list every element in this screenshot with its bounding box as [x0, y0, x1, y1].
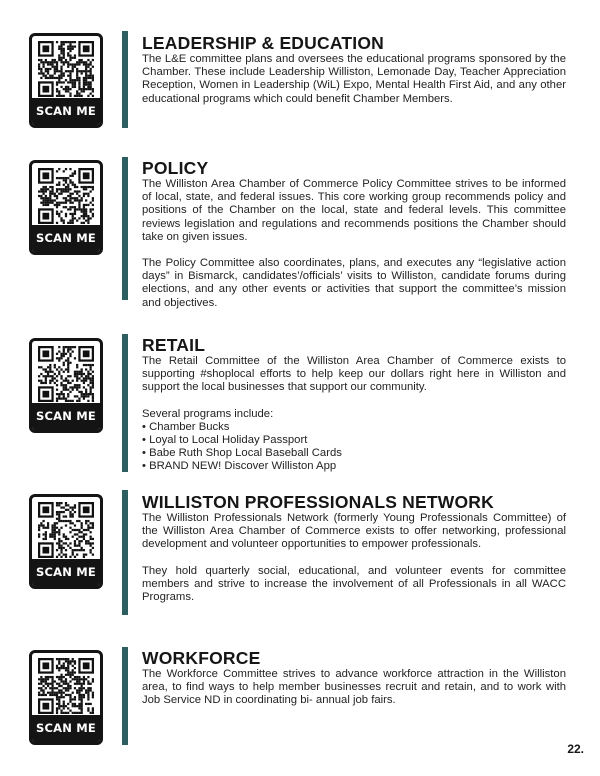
qr-code-icon	[38, 168, 94, 224]
accent-bar	[122, 157, 128, 300]
list-item: • BRAND NEW! Discover Williston App	[142, 460, 337, 473]
scan-me-label: SCAN ME	[32, 225, 100, 252]
section-title: WORKFORCE	[142, 648, 261, 668]
qr-code-retail[interactable]	[29, 338, 103, 433]
qr-code-leadership-education[interactable]	[29, 33, 103, 128]
qr-code-icon	[38, 346, 94, 402]
section-paragraph: The Policy Committee also coordinates, plans, and executes any “legislative action days” in Bismarck, candidates’/officials’ visits to Williston, candidate forums during elections, and any other events or activities that support the committee’s mission and objectives.	[142, 257, 566, 309]
qr-code-icon	[38, 658, 94, 714]
scan-me-label: SCAN ME	[32, 559, 100, 586]
section-paragraph: The Williston Area Chamber of Commerce Policy Committee strives to be informed of local, state, and federal issues. This core working group recommends policy and positions of the Chamber on the local, state and federal levels. This committee reviews legislation and regulations and recommends positions the Chamber should take on given issues.	[142, 178, 566, 243]
section-paragraph: The Williston Professionals Network (formerly Young Professionals Committee) of the Williston Area Chamber of Commerce exists to offer networking, professional development and volunteer opportunities to empower professionals.	[142, 512, 566, 551]
program-list	[142, 421, 566, 474]
list-item: • Loyal to Local Holiday Passport	[142, 434, 308, 447]
scan-me-label: SCAN ME	[32, 715, 100, 742]
section-paragraph: The L&E committee plans and oversees the educational programs sponsored by the Chamber. These include Leadership Williston, Lemonade Day, Teacher Appreciation Reception, Women in Leadership (WiL) Expo, Mental Health First Aid, and any other educational programs which could benefit Chamber Members.	[142, 53, 566, 105]
accent-bar	[122, 31, 128, 128]
section-title: LEADERSHIP & EDUCATION	[142, 33, 384, 53]
accent-bar	[122, 490, 128, 615]
list-item: • Babe Ruth Shop Local Baseball Cards	[142, 447, 342, 460]
section-title: POLICY	[142, 158, 209, 178]
page-number: 22.	[567, 742, 584, 756]
section-title: WILLISTON PROFESSIONALS NETWORK	[142, 492, 494, 512]
qr-code-icon	[38, 41, 94, 97]
qr-code-workforce[interactable]	[29, 650, 103, 745]
qr-code-icon	[38, 502, 94, 558]
section-paragraph: They hold quarterly social, educational, and volunteer events for committee members and strive to increase the involvement of all Professionals in all WACC Programs.	[142, 564, 566, 604]
qr-code-policy[interactable]	[29, 160, 103, 255]
section-paragraph: Several programs include:	[142, 407, 274, 420]
qr-code-professionals-network[interactable]	[29, 494, 103, 589]
accent-bar	[122, 647, 128, 745]
section-paragraph: The Retail Committee of the Williston Area Chamber of Commerce exists to supporting #shoplocal efforts to help keep our dollars right here in Williston and support the local businesses that support our community.	[142, 355, 566, 394]
section-paragraph: The Workforce Committee strives to advance workforce attraction in the Williston area, to find ways to help member businesses recruit and retain, and to work with Job Service ND in coordinating bi- annual job fairs.	[142, 668, 566, 707]
accent-bar	[122, 334, 128, 472]
scan-me-label: SCAN ME	[32, 98, 100, 125]
list-item: • Chamber Bucks	[142, 420, 230, 433]
section-title: RETAIL	[142, 335, 206, 355]
scan-me-label: SCAN ME	[32, 403, 100, 430]
